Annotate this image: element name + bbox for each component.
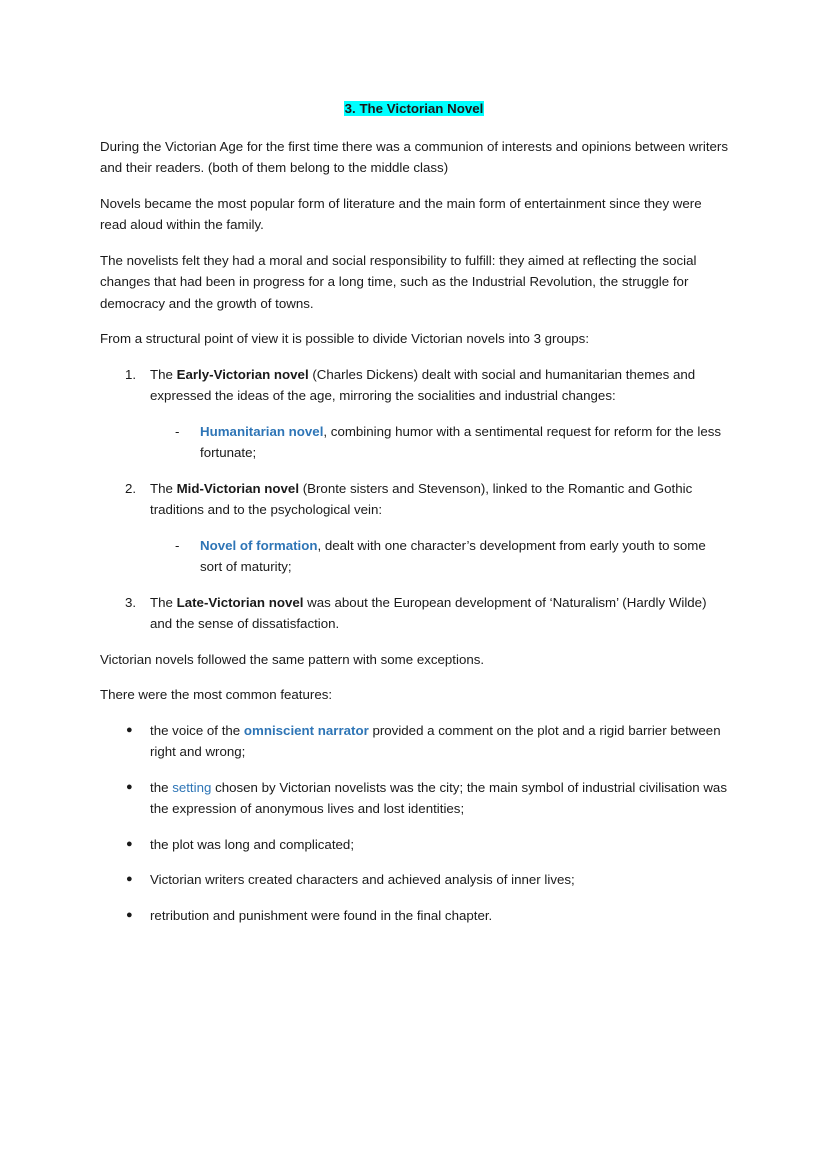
sub-item-text: , combining humor with a sentimental request for reform for the less fortunate; xyxy=(200,423,722,460)
bullet-icon: ● xyxy=(126,873,133,885)
bullet-icon: ● xyxy=(126,908,133,921)
groups-intro-paragraph: From a structural point of view it is possible to divide Victorian novels into 3 groups: xyxy=(100,331,590,346)
moral-responsibility-paragraph: The novelists felt they had a moral and social responsibility to fulfill: they aimed at reflecting the social changes that had been in progress for a long time, such as the Industrial Revolution, the struggle for democracy and the growth of towns. xyxy=(100,252,697,311)
mid-victorian-term: Mid-Victorian novel xyxy=(176,480,300,496)
list-item xyxy=(100,720,728,763)
bullet-icon: ● xyxy=(126,780,133,793)
list-item xyxy=(100,592,728,635)
novel-groups-list xyxy=(100,364,728,635)
features-list xyxy=(100,720,728,927)
list-item xyxy=(100,364,728,464)
novel-of-formation-term: Novel of formation xyxy=(200,537,318,553)
sub-item-text: , dealt with one character’s development from early youth to some sort of maturity; xyxy=(200,537,706,574)
feature-text: retribution and punishment were found in the final chapter. xyxy=(150,907,493,923)
late-victorian-term: Late-Victorian novel xyxy=(176,594,304,610)
feature-text: Victorian writers created characters and achieved analysis of inner lives; xyxy=(150,872,575,887)
bullet-icon: ● xyxy=(126,723,133,736)
sub-list xyxy=(150,421,728,464)
list-item xyxy=(100,777,728,820)
pattern-paragraph: Victorian novels followed the same pattern with some exceptions. xyxy=(100,651,485,667)
sub-list-item xyxy=(150,535,728,578)
list-number: 1. xyxy=(125,366,137,382)
title-wrap xyxy=(100,98,728,120)
item-text-pre: The xyxy=(150,594,177,610)
sub-list xyxy=(150,535,728,578)
list-item xyxy=(100,478,728,578)
item-text-post: (Charles Dickens) dealt with social and humanitarian themes and expressed the ideas of the age, mirroring the socialities and industrial changes: xyxy=(150,366,696,403)
feature-text: the plot was long and complicated; xyxy=(150,836,355,852)
list-number: 3. xyxy=(125,594,137,610)
features-intro-paragraph: There were the most common features: xyxy=(100,687,333,702)
feature-text-post: chosen by Victorian novelists was the city; the main symbol of industrial civilisation was the expression of anonymous lives and lost identities; xyxy=(150,779,727,816)
list-item xyxy=(100,834,728,856)
item-text-pre: The xyxy=(150,366,177,382)
bullet-icon: ● xyxy=(126,837,133,850)
novels-popularity-paragraph: Novels became the most popular form of literature and the main form of entertainment since they were read aloud within the family. xyxy=(100,195,702,232)
sub-list-item xyxy=(150,421,728,464)
item-text-pre: The xyxy=(150,480,177,496)
list-item xyxy=(100,905,728,927)
feature-text-pre: the xyxy=(150,779,173,795)
omniscient-narrator-term: omniscient narrator xyxy=(243,722,369,738)
intro-paragraph: During the Victorian Age for the first time there was a communion of interests and opinions between writers and their readers. (both of them belong to the middle class) xyxy=(100,138,728,175)
list-number: 2. xyxy=(125,480,137,496)
humanitarian-novel-term: Humanitarian novel xyxy=(200,423,324,439)
feature-text-post: provided a comment on the plot and a rigid barrier between right and wrong; xyxy=(150,722,721,759)
item-text-post: was about the European development of ‘Naturalism’ (Hardly Wilde) and the sense of dissatisfaction. xyxy=(150,594,707,631)
setting-term: setting xyxy=(172,779,212,795)
document-page xyxy=(100,98,728,940)
feature-text-pre: the voice of the xyxy=(150,722,244,738)
dash-marker: - xyxy=(175,537,180,553)
list-item xyxy=(100,869,728,891)
early-victorian-term: Early-Victorian novel xyxy=(176,366,309,382)
page-title: 3. The Victorian Novel xyxy=(344,101,484,116)
item-text-post: (Bronte sisters and Stevenson), linked to the Romantic and Gothic traditions and to the psychological vein: xyxy=(150,480,693,517)
dash-marker: - xyxy=(175,423,180,439)
